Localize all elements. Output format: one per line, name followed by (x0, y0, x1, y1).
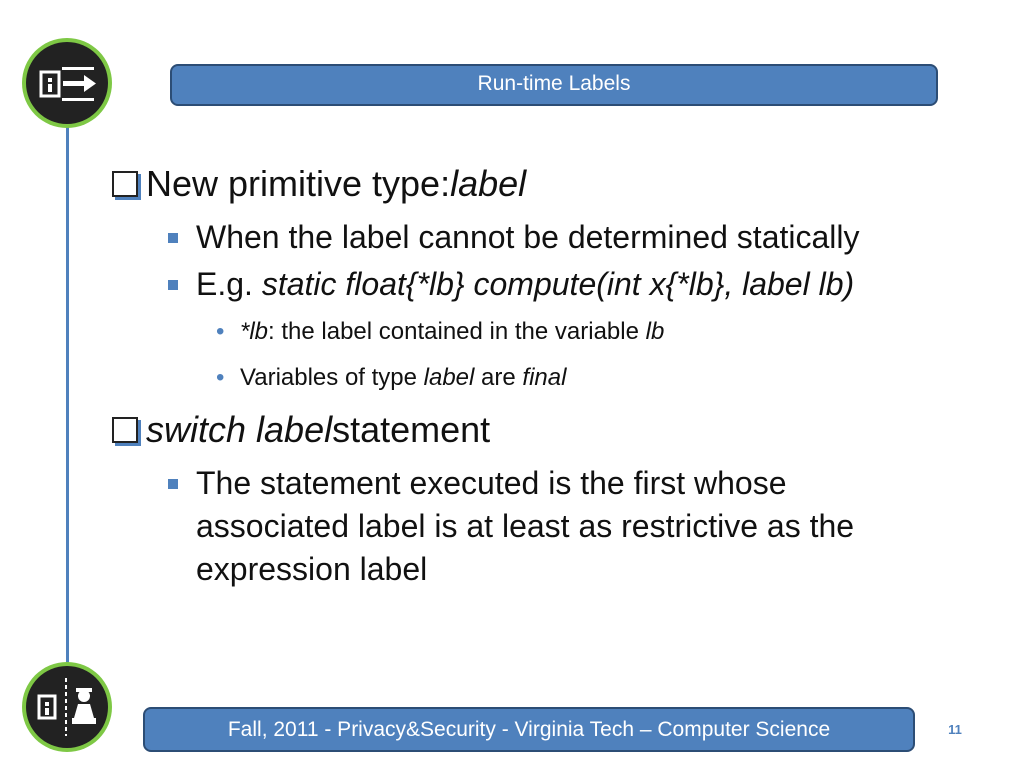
top-logo-icon (26, 42, 108, 124)
square-bullet-icon (168, 479, 178, 489)
bullet-text: : the label contained in the variable (268, 318, 646, 345)
officer-icon (26, 666, 108, 748)
dot-bullet-icon: • (216, 318, 225, 345)
bullet-text-italic: *lb (240, 318, 269, 345)
slide-title: Run-time Labels (170, 64, 938, 106)
page-number: 11 (948, 722, 962, 737)
bottom-logo-icon (26, 666, 108, 748)
bullet-text: statement (332, 409, 491, 450)
square-bullet-icon (168, 280, 178, 290)
bullet-text-italic: static float{*lb} compute(int x{*lb}, label lb) (261, 266, 855, 302)
bullet-text: When the label cannot be determined statically (196, 219, 860, 255)
bullet-text: expression label (196, 551, 428, 587)
slide-body (112, 152, 992, 591)
bullet-text-italic: switch label (146, 409, 333, 450)
vertical-divider (66, 120, 69, 668)
bullet-level3 (112, 312, 992, 352)
bullet-level1 (112, 156, 992, 212)
bullet-text: New primitive type: (146, 163, 451, 204)
bullet-level3 (112, 358, 992, 398)
bullet-text: are (474, 364, 523, 391)
bullet-text-italic: label (423, 364, 475, 391)
footer-bar: Fall, 2011 - Privacy&Security - Virginia Tech – Computer Science (143, 707, 915, 752)
bullet-text: associated label is at least as restrictive as the (196, 508, 855, 544)
bullet-text: E.g. (196, 266, 262, 302)
bullet-text-italic: label (450, 163, 527, 204)
bullet-text: Variables of type (240, 364, 424, 391)
bullet-text: The statement executed is the first whose (196, 465, 787, 501)
bullet-text-italic: final (522, 364, 567, 391)
bullet-level2 (112, 263, 992, 306)
arrow-out-icon (26, 42, 108, 124)
dot-bullet-icon: • (216, 364, 225, 391)
bullet-level2 (112, 462, 992, 591)
checkbox-bullet-icon (112, 171, 138, 197)
bullet-level2 (112, 216, 992, 259)
bullet-level1 (112, 402, 992, 458)
bullet-text-italic: lb (645, 318, 665, 345)
checkbox-bullet-icon (112, 417, 138, 443)
square-bullet-icon (168, 233, 178, 243)
